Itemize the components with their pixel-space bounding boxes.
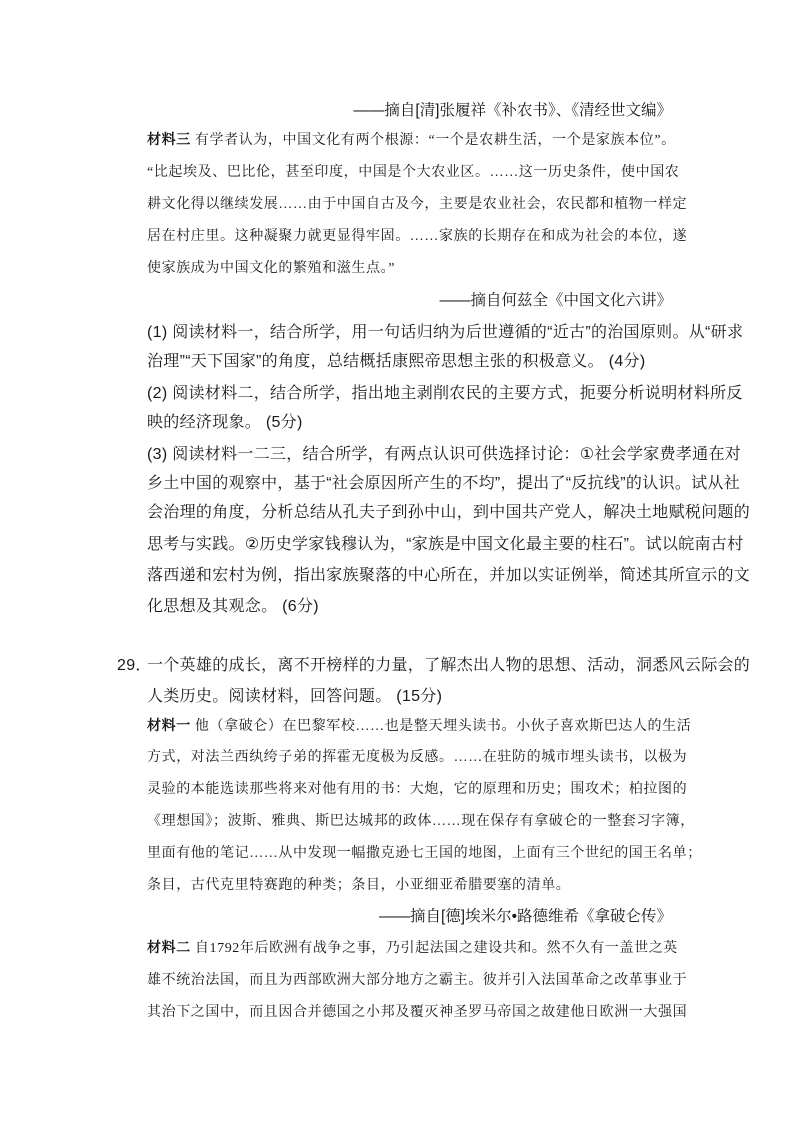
question-29-line-2: 人类历史。阅读材料，回答问题。 (15分)	[147, 688, 443, 705]
question-2-line-1: (2) 阅读材料二，结合所学，指出地主剥削农民的主要方式，扼要分析说明材料所反	[147, 385, 743, 402]
source-ludwig: ——摘自[德]埃米尔•路德维希《拿破仑传》	[378, 908, 672, 925]
question-29-line-1: 一个英雄的成长，离不开榜样的力量，了解杰出人物的思想、活动，洞悉风云际会的	[147, 657, 751, 674]
material-2-line-1: 材料二 自1792年后欧洲有战争之事，乃引起法国之建设共和。然不久有一盖世之英	[147, 941, 678, 956]
material-1-line-6: 条目，古代克里特赛跑的种类；条目，小亚细亚希腊要塞的清单。	[147, 878, 571, 893]
material-2-line-3: 其治下之国中，而且因合并德国之小邦及覆灭神圣罗马帝国之故建他日欧洲一大强国	[147, 1005, 688, 1020]
material-1-line-3: 灵验的本能选读那些将来对他有用的书：大炮，它的原理和历史；围攻术；柏拉图的	[147, 782, 688, 797]
material-3-line-2: “比起埃及、巴比伦，甚至印度，中国是个大农业区。……这一历史条件，使中国农	[147, 165, 680, 180]
question-3-line-5: 落西递和宏村为例，指出家族聚落的中心所在，并加以实证例举，简述其所宣示的文	[147, 567, 751, 584]
question-29-number: 29．	[117, 657, 152, 674]
source-zhang-lvxiang: ——摘自[清]张履祥《补农书》、《清经世文编》	[353, 102, 672, 119]
material-3-line-1: 材料三 有学者认为，中国文化有两个根源：“一个是农耕生活，一个是家族本位”。	[147, 133, 676, 148]
question-2-line-2: 映的经济现象。 (5分)	[147, 414, 303, 431]
question-3-line-2: 乡土中国的观察中，基于“社会原因所产生的不均”，提出了“反抗线”的认识。试从社	[147, 475, 741, 492]
material-3-line-3: 耕文化得以继续发展……由于中国自古及今，主要是农业社会，农民都和植物一样定	[147, 197, 688, 212]
question-3-line-3: 会治理的角度，分析总结从孔夫子到孙中山，到中国共产党人，解决土地赋税问题的	[147, 504, 751, 521]
material-2-line-2: 雄不统治法国，而且为西部欧洲大部分地方之霸主。彼并引入法国革命之改革事业于	[147, 973, 688, 988]
material-2-label: 材料二	[147, 941, 191, 956]
question-1-line-2: 治理”“天下国家”的角度，总结概括康熙帝思想主张的积极意义。 (4分)	[147, 353, 646, 370]
material-1-line-1: 材料一 他（拿破仑）在巴黎军校……也是整天埋头读书。小伙子喜欢斯巴达人的生活	[147, 719, 692, 734]
material-3-line-5: 使家族成为中国文化的繁殖和滋生点。”	[147, 261, 396, 276]
question-3-line-6: 化思想及其观念。 (6分)	[147, 598, 319, 615]
question-3-line-4: 思考与实践。②历史学家钱穆认为，“家族是中国文化最主要的柱石”。试以皖南古村	[147, 536, 744, 553]
question-3-line-1: (3) 阅读材料一二三，结合所学，有两点认识可供选择讨论：①社会学家费孝通在对	[147, 446, 742, 463]
material-3-line-4: 居在村庄里。这种凝聚力就更显得牢固。……家族的长期存在和成为社会的本位，遂	[147, 229, 688, 244]
material-1-line-4: 《理想国》；波斯、雅典、斯巴达城邦的政体……现在保存有拿破仑的一整套习字簿，	[147, 814, 695, 829]
source-he-zhaowu: ——摘自何兹全《中国文化六讲》	[439, 292, 672, 309]
material-1-line-2: 方式，对法兰西纨绔子弟的挥霍无度极为反感。……在驻防的城市埋头读书，以极为	[147, 750, 688, 765]
material-1-label: 材料一	[147, 719, 191, 734]
material-1-line-5: 里面有他的笔记……从中发现一幅撒克逊七王国的地图，上面有三个世纪的国王名单；	[147, 846, 702, 861]
material-3-label: 材料三	[147, 133, 191, 148]
question-1-line-1: (1) 阅读材料一，结合所学，用一句话归纳为后世遵循的“近古”的治国原则。从“研求	[147, 324, 744, 341]
